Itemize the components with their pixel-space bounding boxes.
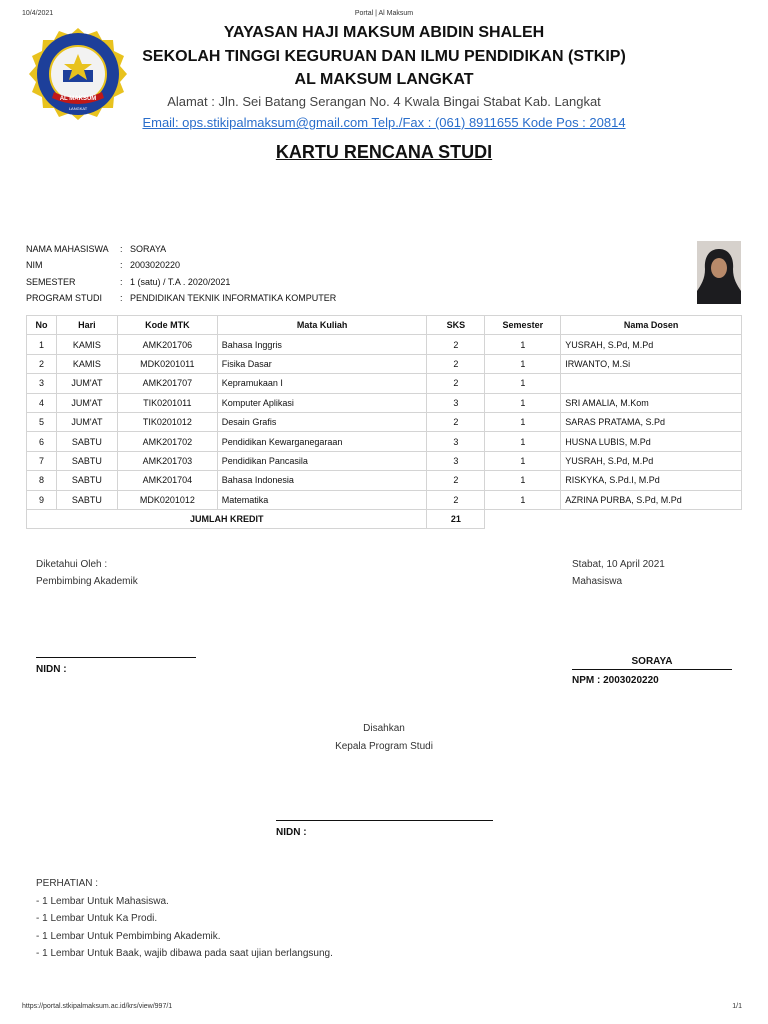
info-row-nim [26, 257, 336, 273]
course-semester: 1 [485, 451, 561, 470]
course-code: AMK201707 [117, 374, 217, 393]
column-header: Mata Kuliah [217, 316, 427, 335]
column-header: Hari [56, 316, 117, 335]
course-semester: 1 [485, 471, 561, 490]
note-item: - 1 Lembar Untuk Baak, wajib dibawa pada saat ujian berlangsung. [36, 948, 333, 959]
course-credits: 2 [427, 335, 485, 354]
course-no: 9 [27, 490, 57, 509]
course-day: SABTU [56, 471, 117, 490]
info-row-program [26, 290, 336, 306]
course-day: KAMIS [56, 354, 117, 373]
course-code: MDK0201011 [117, 354, 217, 373]
table-row [27, 490, 742, 509]
table-row [27, 393, 742, 412]
course-name: Desain Grafis [217, 412, 427, 431]
course-semester: 1 [485, 490, 561, 509]
table-row [27, 432, 742, 451]
logo-bottom-text: LANGKAT [68, 106, 88, 111]
course-lecturer: AZRINA PURBA, S.Pd, M.Pd [561, 490, 742, 509]
column-header: Nama Dosen [561, 316, 742, 335]
known-by-label: Diketahui Oleh : [36, 559, 108, 570]
course-lecturer [561, 374, 742, 393]
course-day: KAMIS [56, 335, 117, 354]
document-title: KARTU RENCANA STUDI [275, 142, 493, 162]
course-credits: 3 [427, 451, 485, 470]
info-label: SEMESTER [26, 276, 76, 287]
course-name: Fisika Dasar [217, 354, 427, 373]
course-day: SABTU [56, 432, 117, 451]
total-credits: 21 [427, 509, 485, 528]
college-location: AL MAKSUM LANGKAT [294, 71, 474, 88]
course-lecturer: IRWANTO, M.Si [561, 354, 742, 373]
table-row [27, 335, 742, 354]
course-no: 4 [27, 393, 57, 412]
course-lecturer: SRI AMALIA, M.Kom [561, 393, 742, 412]
course-credits: 2 [427, 354, 485, 373]
student-signature-name: SORAYA [631, 656, 673, 667]
print-date: 10/4/2021 [22, 10, 54, 17]
student-semester: 1 (satu) / T.A . 2020/2021 [130, 276, 231, 287]
advisor-signature-line [36, 657, 196, 658]
course-name: Bahasa Inggris [217, 335, 427, 354]
course-semester: 1 [485, 393, 561, 412]
course-lecturer: SARAS PRATAMA, S.Pd [561, 412, 742, 431]
info-colon: : [120, 276, 123, 287]
column-header: Semester [485, 316, 561, 335]
course-name: Bahasa Indonesia [217, 471, 427, 490]
course-credits: 2 [427, 412, 485, 431]
course-semester: 1 [485, 432, 561, 451]
student-npm: NPM : 2003020220 [572, 675, 659, 686]
column-header: No [27, 316, 57, 335]
course-code: AMK201703 [117, 451, 217, 470]
course-semester: 1 [485, 374, 561, 393]
student-signature-line [572, 669, 732, 670]
student-program: PENDIDIKAN TEKNIK INFORMATIKA KOMPUTER [130, 293, 337, 304]
course-code: AMK201704 [117, 471, 217, 490]
course-credits: 3 [427, 432, 485, 451]
student-role: Mahasiswa [572, 576, 623, 587]
info-label: NIM [26, 260, 43, 271]
course-semester: 1 [485, 354, 561, 373]
notes-section [36, 875, 333, 963]
course-lecturer: YUSRAH, S.Pd, M.Pd [561, 451, 742, 470]
info-colon: : [120, 244, 123, 255]
note-item: - 1 Lembar Untuk Pembimbing Akademik. [36, 930, 221, 942]
course-name: Kepramukaan I [217, 374, 427, 393]
course-no: 2 [27, 354, 57, 373]
print-page-title: Portal | Al Maksum [354, 10, 414, 17]
course-rows [27, 335, 742, 510]
note-item: - 1 Lembar Untuk Ka Prodi. [36, 913, 158, 924]
table-row [27, 412, 742, 431]
course-name: Matematika [217, 490, 427, 509]
table-row [27, 471, 742, 490]
info-colon: : [120, 293, 123, 304]
total-label: JUMLAH KREDIT [27, 509, 427, 528]
course-no: 8 [27, 471, 57, 490]
course-code: MDK0201012 [117, 490, 217, 509]
course-lecturer: YUSRAH, S.Pd, M.Pd [561, 335, 742, 354]
address: Alamat : Jln. Sei Batang Serangan No. 4 Kwala Bingai Stabat Kab. Langkat [167, 94, 601, 109]
student-name: SORAYA [130, 244, 167, 255]
course-name: Komputer Aplikasi [217, 393, 427, 412]
logo-ribbon-text: AL MAKSUM [59, 96, 97, 102]
college-name: SEKOLAH TINGGI KEGURUAN DAN ILMU PENDIDIKAN (STKIP) [142, 48, 626, 65]
table-header-row [27, 316, 742, 335]
place-date: Stabat, 10 April 2021 [572, 559, 665, 570]
approved-label: Disahkan [363, 723, 405, 734]
notes-title: PERHATIAN : [36, 878, 99, 889]
course-code: AMK201702 [117, 432, 217, 451]
course-no: 6 [27, 432, 57, 451]
student-photo [697, 241, 741, 304]
course-code: AMK201706 [117, 335, 217, 354]
course-semester: 1 [485, 335, 561, 354]
info-label: NAMA MAHASISWA [26, 244, 109, 255]
course-no: 3 [27, 374, 57, 393]
course-code: TIK0201011 [117, 393, 217, 412]
foundation-name: YAYASAN HAJI MAKSUM ABIDIN SHALEH [223, 24, 545, 41]
advisor-role: Pembimbing Akademik [36, 576, 138, 587]
course-table [26, 315, 742, 529]
course-day: SABTU [56, 451, 117, 470]
column-header: SKS [427, 316, 485, 335]
course-no: 5 [27, 412, 57, 431]
total-row [27, 509, 742, 528]
student-nim: 2003020220 [130, 260, 181, 271]
info-row-name [26, 241, 336, 257]
print-page-number: 1/1 [732, 1003, 742, 1010]
student-info [26, 241, 336, 306]
info-label: PROGRAM STUDI [26, 293, 103, 304]
course-credits: 2 [427, 374, 485, 393]
info-colon: : [120, 260, 123, 271]
blank-cell [485, 509, 742, 528]
course-credits: 2 [427, 490, 485, 509]
info-row-semester [26, 274, 336, 290]
course-day: JUM'AT [56, 393, 117, 412]
course-name: Pendidikan Kewarganegaraan [217, 432, 427, 451]
contact-link[interactable]: Email: ops.stikipalmaksum@gmail.com Telp./Fax : (061) 8911655 Kode Pos : 20814 [142, 115, 626, 130]
course-day: JUM'AT [56, 374, 117, 393]
column-header: Kode MTK [117, 316, 217, 335]
head-role: Kepala Program Studi [335, 741, 433, 752]
course-no: 7 [27, 451, 57, 470]
course-day: SABTU [56, 490, 117, 509]
table-row [27, 451, 742, 470]
head-signature-line [276, 820, 493, 821]
advisor-nidn: NIDN : [36, 664, 67, 675]
course-semester: 1 [485, 412, 561, 431]
course-no: 1 [27, 335, 57, 354]
note-item: - 1 Lembar Untuk Mahasiswa. [36, 895, 169, 907]
course-credits: 3 [427, 393, 485, 412]
head-nidn: NIDN : [276, 827, 307, 838]
table-row [27, 354, 742, 373]
table-row [27, 374, 742, 393]
course-lecturer: RISKYKA, S.Pd.I, M.Pd [561, 471, 742, 490]
print-url: https://portal.stkipalmaksum.ac.id/krs/view/997/1 [22, 1003, 173, 1010]
course-name: Pendidikan Pancasila [217, 451, 427, 470]
course-code: TIK0201012 [117, 412, 217, 431]
course-lecturer: HUSNA LUBIS, M.Pd [561, 432, 742, 451]
course-day: JUM'AT [56, 412, 117, 431]
course-credits: 2 [427, 471, 485, 490]
